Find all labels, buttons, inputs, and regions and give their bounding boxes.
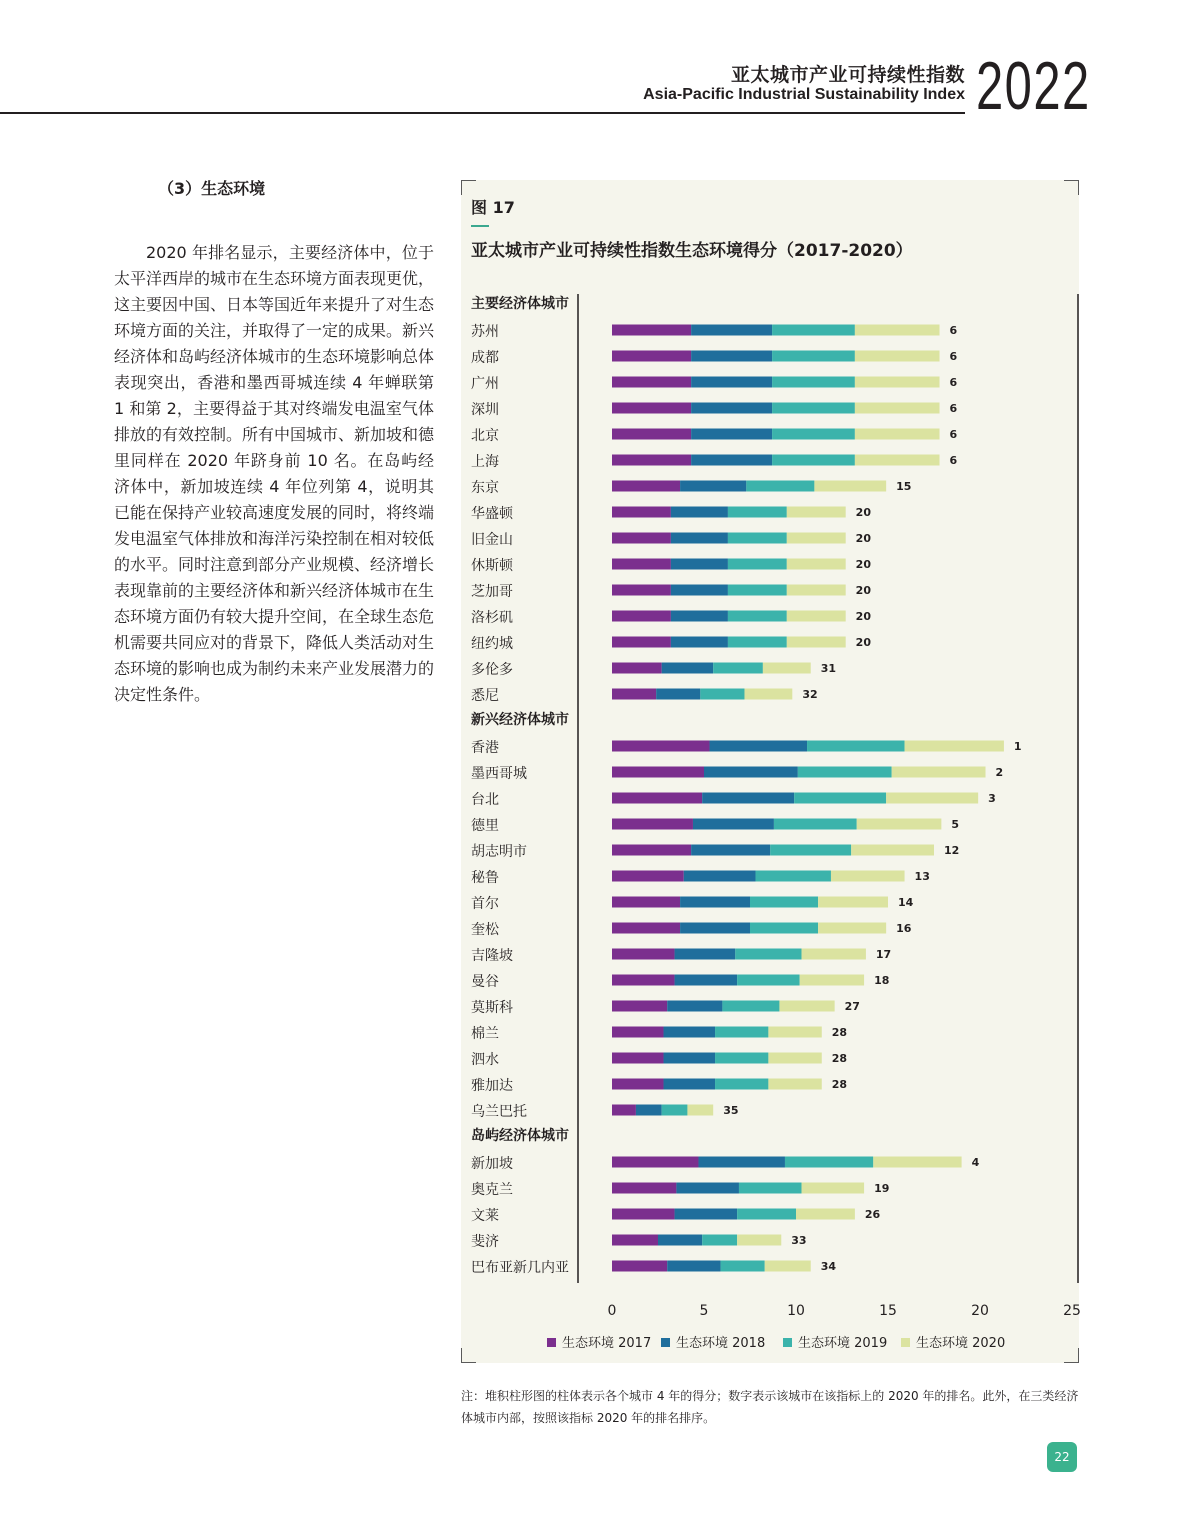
legend-label: 生态环境 2020 [916, 1336, 1006, 1351]
header-year: 2022 [976, 48, 1091, 124]
group-label: 岛屿经济体城市 [471, 1128, 569, 1144]
bar-segment [612, 741, 710, 752]
rank-label: 33 [791, 1234, 807, 1247]
figure-label: 图 17 [471, 198, 515, 217]
rank-label: 14 [898, 896, 914, 909]
rank-label: 34 [820, 1260, 837, 1273]
bar-segment [664, 1079, 716, 1090]
bar-segment [787, 507, 846, 518]
bar-segment [721, 1261, 765, 1272]
city-label: 秘鲁 [471, 870, 499, 886]
bar-segment [612, 1209, 675, 1220]
rank-label: 17 [875, 948, 892, 961]
bar-segment [770, 845, 851, 856]
city-label: 吉隆坡 [471, 948, 513, 964]
bar-segment [671, 585, 728, 596]
bar-segment [855, 429, 940, 440]
figure-note: 注：堆积柱形图的柱体表示各个城市 4 年的得分；数字表示该城市在该指标上的 2020 年的排名。此外，在三类经济体城市内部，按照该指标 2020 年的排名排序。 [461, 1389, 1079, 1425]
bar-segment [662, 1105, 688, 1116]
city-label: 泗水 [471, 1052, 499, 1068]
rank-label: 13 [914, 870, 930, 883]
header-rule [0, 112, 965, 114]
bar-segment [612, 1235, 658, 1246]
city-label: 深圳 [471, 402, 499, 418]
corner-mark [1064, 180, 1079, 195]
x-tick-label: 0 [607, 1303, 617, 1319]
city-label: 北京 [471, 428, 499, 444]
city-label: 广州 [471, 376, 499, 392]
rank-label: 28 [831, 1078, 848, 1091]
bar-segment [807, 741, 905, 752]
bar-segment [772, 429, 855, 440]
city-label: 首尔 [471, 896, 499, 912]
bar-segment [662, 663, 714, 674]
bar-segment [612, 429, 691, 440]
city-label: 德里 [471, 818, 499, 834]
bar-segment [802, 1183, 865, 1194]
bar-segment [772, 351, 855, 362]
bar-segment [768, 1027, 821, 1038]
bar-segment [787, 533, 846, 544]
bar-segment [612, 637, 671, 648]
bar-segment [612, 1261, 667, 1272]
bar-segment [691, 455, 772, 466]
x-tick-label: 5 [699, 1303, 709, 1319]
bar-segment [857, 819, 942, 830]
rank-label: 28 [831, 1052, 848, 1065]
bar-segment [612, 455, 691, 466]
bar-segment [680, 923, 750, 934]
bar-segment [698, 1157, 784, 1168]
bar-segment [750, 897, 818, 908]
bar-segment [612, 1105, 636, 1116]
section-title: （3）生态环境 [158, 179, 266, 198]
city-label: 旧金山 [471, 532, 513, 548]
body-paragraph: 2020 年排名显示，主要经济体中，位于太平洋西岸的城市在生态环境方面表现更优，这主要因中国、日本等国近年来提升了对生态环境方面的关注，并取得了一定的成果。新兴经济体和岛屿经济体城市的生态环境影响总体表现突出，香港和墨西哥城连续 4 年蝉联第 1 和第 2，主要得益于其对终端发电温室气体排放的有效控制。所有中国城市、新加坡和德里同样在 2020 年跻身前 10 名。在岛屿经济体中，新加坡连续 4 年位列第 4，说明其已能在保持产业较高速度发展的同时，将终端发电温室气体排放和海洋污染控制在相对较低的水平。同时注意到部分产业规模、经济增长表现靠前的主要经济体和新兴经济体城市在生态环境方面仍有较大提升空间，在全球生态危机需要共同应对的背景下，降低人类活动对生态环境的影响也成为制约未来产业发展潜力的决定性条件。 [114, 243, 435, 704]
bar-segment [765, 1261, 811, 1272]
bar-segment [612, 793, 702, 804]
rank-label: 6 [949, 376, 958, 389]
bar-segment [671, 559, 728, 570]
rank-label: 6 [949, 454, 958, 467]
bar-segment [612, 325, 691, 336]
bar-segment [700, 689, 744, 700]
rank-label: 28 [831, 1026, 848, 1039]
rank-label: 4 [971, 1156, 980, 1169]
bar-segment [691, 377, 772, 388]
bar-segment [855, 377, 940, 388]
bar-segment [713, 663, 763, 674]
bar-segment [722, 1001, 779, 1012]
bar-segment [737, 1209, 796, 1220]
bar-segment [772, 455, 855, 466]
rank-label: 20 [855, 558, 871, 571]
bar-segment [855, 325, 940, 336]
bar-segment [772, 325, 855, 336]
city-label: 洛杉矶 [471, 610, 513, 626]
bar-segment [691, 403, 772, 414]
header-title-cn: 亚太城市产业可持续性指数 [730, 64, 965, 86]
city-label: 斐济 [471, 1234, 499, 1250]
figure-label-underline [471, 225, 489, 227]
bar-segment [612, 1001, 667, 1012]
rank-label: 6 [949, 324, 958, 337]
bar-segment [739, 1183, 802, 1194]
city-label: 悉尼 [471, 688, 499, 704]
city-label: 华盛顿 [471, 506, 513, 522]
bar-segment [728, 585, 787, 596]
bar-segment [693, 819, 774, 830]
bar-segment [612, 1157, 698, 1168]
bar-segment [612, 1183, 676, 1194]
bar-segment [664, 1053, 716, 1064]
bar-segment [676, 1183, 739, 1194]
city-label: 苏州 [471, 324, 499, 340]
bar-segment [691, 325, 772, 336]
bar-segment [798, 767, 892, 778]
city-label: 曼谷 [471, 974, 499, 990]
bar-segment [691, 351, 772, 362]
bar-segment [715, 1079, 768, 1090]
city-label: 文莱 [471, 1208, 499, 1224]
bar-segment [735, 949, 801, 960]
bar-segment [612, 819, 693, 830]
legend-label: 生态环境 2019 [798, 1336, 888, 1351]
bar-segment [612, 559, 671, 570]
bar-segment [746, 481, 814, 492]
bar-segment [768, 1079, 821, 1090]
bar-segment [612, 689, 656, 700]
x-tick-label: 20 [971, 1303, 989, 1319]
bar-segment [818, 897, 888, 908]
legend-swatch [783, 1338, 792, 1347]
city-label: 新加坡 [471, 1156, 513, 1172]
city-label: 胡志明市 [471, 844, 527, 860]
city-label: 巴布亚新几内亚 [471, 1260, 569, 1276]
bar-segment [612, 507, 671, 518]
rank-label: 32 [802, 688, 818, 701]
x-tick-label: 10 [787, 1303, 805, 1319]
rank-label: 20 [855, 532, 871, 545]
city-label: 莫斯科 [471, 1000, 513, 1016]
city-label: 成都 [471, 350, 499, 366]
bar-segment [886, 793, 978, 804]
rank-label: 35 [723, 1104, 739, 1117]
bar-segment [612, 611, 671, 622]
bar-segment [702, 1235, 737, 1246]
rank-label: 18 [874, 974, 890, 987]
bar-segment [612, 377, 691, 388]
bar-segment [675, 975, 738, 986]
city-label: 芝加哥 [471, 584, 513, 600]
bar-segment [756, 871, 831, 882]
bar-segment [737, 975, 800, 986]
bar-segment [892, 767, 986, 778]
bar-segment [671, 507, 728, 518]
bar-segment [656, 689, 700, 700]
rank-label: 1 [1013, 740, 1022, 753]
bar-segment [691, 845, 770, 856]
bar-segment [612, 897, 680, 908]
bar-segment [763, 663, 811, 674]
bar-segment [680, 897, 750, 908]
bar-segment [802, 949, 866, 960]
bar-segment [710, 741, 808, 752]
stacked-bar-chart [461, 280, 1081, 1370]
rank-label: 3 [988, 792, 996, 805]
bar-segment [612, 351, 691, 362]
bar-segment [715, 1053, 768, 1064]
bar-segment [750, 923, 818, 934]
legend-swatch [547, 1338, 556, 1347]
bar-segment [612, 871, 684, 882]
corner-mark [461, 180, 476, 195]
bar-segment [687, 1105, 713, 1116]
bar-segment [667, 1261, 720, 1272]
bar-segment [684, 871, 756, 882]
city-label: 雅加达 [471, 1078, 513, 1094]
bar-segment [787, 585, 846, 596]
rank-label: 27 [844, 1000, 860, 1013]
header-title-en: Asia-Pacific Industrial Sustainability Index [643, 86, 965, 103]
bar-segment [818, 923, 886, 934]
rank-label: 6 [949, 402, 958, 415]
x-tick-label: 25 [1063, 1303, 1081, 1319]
city-label: 东京 [471, 480, 499, 496]
bar-segment [787, 559, 846, 570]
bar-segment [636, 1105, 662, 1116]
bar-segment [855, 455, 940, 466]
bar-segment [664, 1027, 716, 1038]
bar-segment [728, 559, 787, 570]
bar-segment [658, 1235, 702, 1246]
bar-segment [715, 1027, 768, 1038]
rank-label: 15 [896, 480, 912, 493]
bar-segment [612, 767, 704, 778]
bar-segment [800, 975, 864, 986]
rank-label: 6 [949, 350, 958, 363]
rank-label: 20 [855, 610, 871, 623]
bar-segment [728, 507, 787, 518]
bar-segment [855, 403, 940, 414]
bar-segment [612, 403, 691, 414]
bar-segment [704, 767, 798, 778]
rank-label: 16 [896, 922, 912, 935]
bar-segment [612, 585, 671, 596]
bar-segment [772, 377, 855, 388]
bar-segment [737, 1235, 781, 1246]
rank-label: 2 [995, 766, 1004, 779]
bar-segment [675, 949, 736, 960]
city-label: 奎松 [471, 922, 499, 938]
city-label: 乌兰巴托 [471, 1104, 527, 1120]
bar-segment [671, 637, 728, 648]
bar-segment [779, 1001, 834, 1012]
page-number: 22 [1047, 1442, 1077, 1472]
bar-segment [744, 689, 792, 700]
bar-segment [612, 481, 680, 492]
bar-segment [612, 923, 680, 934]
bar-segment [787, 611, 846, 622]
bar-segment [905, 741, 1004, 752]
legend-swatch [661, 1338, 670, 1347]
bar-segment [728, 611, 787, 622]
bar-segment [612, 1053, 664, 1064]
bar-segment [612, 533, 671, 544]
bar-segment [612, 949, 675, 960]
bar-segment [796, 1209, 855, 1220]
bar-segment [785, 1157, 873, 1168]
rank-label: 20 [855, 636, 871, 649]
rank-label: 5 [951, 818, 960, 831]
rank-label: 31 [820, 662, 837, 675]
city-label: 墨西哥城 [471, 766, 527, 782]
bar-segment [855, 351, 940, 362]
city-label: 台北 [471, 792, 499, 808]
bar-segment [671, 611, 728, 622]
city-label: 香港 [471, 740, 499, 756]
bar-segment [768, 1053, 821, 1064]
bar-segment [851, 845, 934, 856]
bar-segment [671, 533, 728, 544]
bar-segment [612, 663, 662, 674]
bar-segment [774, 819, 857, 830]
city-label: 奥克兰 [471, 1182, 513, 1198]
rank-label: 19 [874, 1182, 890, 1195]
x-tick-label: 15 [879, 1303, 897, 1319]
city-label: 休斯顿 [471, 558, 513, 574]
bar-segment [680, 481, 746, 492]
city-label: 多伦多 [471, 662, 513, 678]
bar-segment [667, 1001, 722, 1012]
rank-label: 20 [855, 584, 871, 597]
city-label: 棉兰 [471, 1026, 499, 1042]
rank-label: 20 [855, 506, 871, 519]
bar-segment [675, 1209, 738, 1220]
bar-segment [787, 637, 846, 648]
legend-label: 生态环境 2017 [562, 1336, 652, 1351]
bar-segment [728, 533, 787, 544]
bar-segment [831, 871, 905, 882]
bar-segment [728, 637, 787, 648]
bar-segment [772, 403, 855, 414]
bar-segment [691, 429, 772, 440]
rank-label: 6 [949, 428, 958, 441]
bar-segment [612, 845, 691, 856]
group-label: 主要经济体城市 [471, 296, 569, 312]
bar-segment [612, 1079, 664, 1090]
city-label: 纽约城 [471, 636, 513, 652]
bar-segment [612, 975, 675, 986]
bar-segment [702, 793, 794, 804]
figure-title: 亚太城市产业可持续性指数生态环境得分（2017-2020） [471, 241, 913, 261]
legend-label: 生态环境 2018 [676, 1336, 766, 1351]
legend-swatch [901, 1338, 910, 1347]
rank-label: 26 [864, 1208, 881, 1221]
group-label: 新兴经济体城市 [471, 712, 569, 728]
bar-segment [794, 793, 886, 804]
bar-segment [814, 481, 886, 492]
bar-segment [873, 1157, 961, 1168]
rank-label: 12 [944, 844, 960, 857]
city-label: 上海 [471, 454, 499, 470]
bar-segment [612, 1027, 664, 1038]
